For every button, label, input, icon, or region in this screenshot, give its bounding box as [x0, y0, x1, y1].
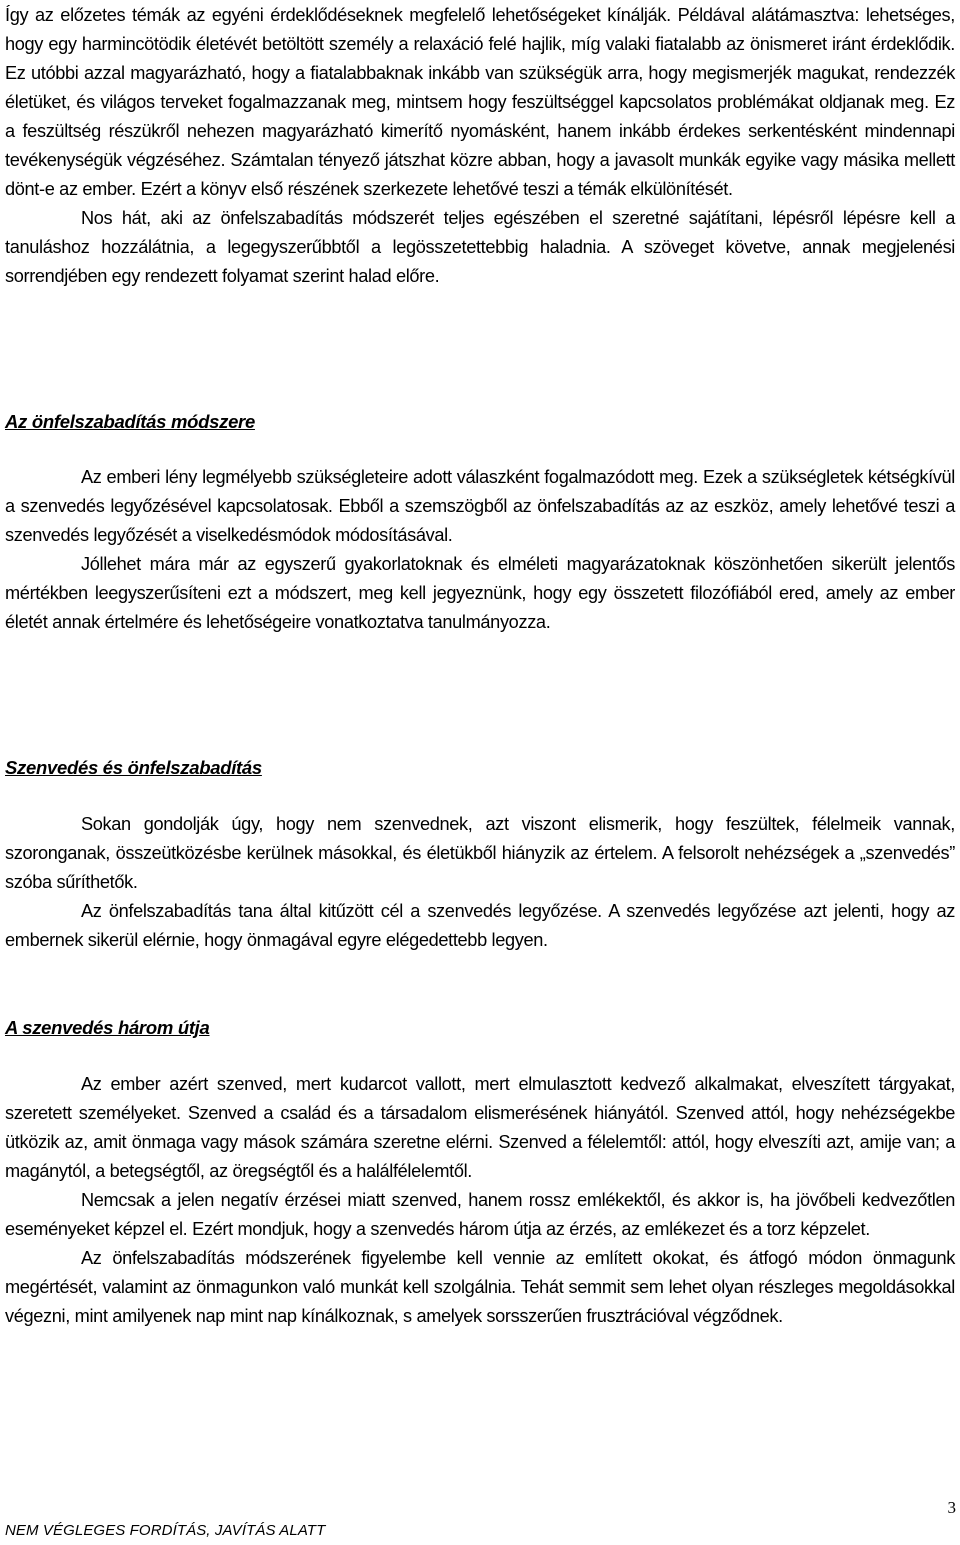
paragraph: Így az előzetes témák az egyéni érdeklődéseknek megfelelő lehetőségeket kínálják. Példával alátámasztva: lehetséges, hogy egy harmincötödik életévét betöltött személy a relaxáció felé hajlik, míg valaki fiatalabb az önismeret iránt érdeklődik. Ez utóbbi azzal magyarázható, hogy a fiatalabbaknak inkább van szükségük arra, hogy megismerjék magukat, rendezzék életüket, és világos terveket fogalmazzanak meg, mintsem hogy feszültséggel kapcsolatos problémákat oldjanak meg. Ez a feszültség részükről nehezen magyarázható kimerítő nyomásként, hanem inkább érdekes serkentésként mindennapi tevékenységük végzéséhez. Számtalan tényező játszhat közre abban, hogy a javasolt munkák egyike vagy másika mellett dönt-e az ember. Ezért a könyv első részének szerkezete lehetővé teszi a témák elkülönítését.	[5, 5, 955, 199]
paragraph: Nemcsak a jelen negatív érzései miatt szenved, hanem rossz emlékektől, és akkor is, ha jövőbeli kedvezőtlen eseményeket képzel el. Ezért mondjuk, hogy a szenvedés három útja az érzés, az emlékezet és a torz képzelet.	[5, 1190, 955, 1239]
intro-text	[5, 1, 955, 291]
paragraph: Az emberi lény legmélyebb szükségleteire adott válaszként fogalmazódott meg. Ezek a szükségletek kétségkívül a szenvedés legyőzésével kapcsolatosak. Ebből a szemszögből az önfelszabadítás az az eszköz, amely lehetővé teszi a szenvedés legyőzését a viselkedésmódok módosításával.	[5, 467, 955, 545]
paragraph: Az önfelszabadítás módszerének figyelembe kell vennie az említett okokat, és átfogó módon önmagunk megértését, valamint az önmagunkon való munkát kell szolgálnia. Tehát semmit sem lehet olyan részleges megoldásokkal végezni, mint amilyenek nap mint nap kínálkoznak, s amelyek sorsszerűen frusztrációval végződnek.	[5, 1248, 955, 1326]
page-number: 3	[947, 1498, 956, 1517]
section-body	[5, 810, 955, 955]
section-body	[5, 463, 955, 637]
section-heading: Szenvedés és önfelszabadítás	[5, 757, 262, 778]
paragraph: Az ember azért szenved, mert kudarcot vallott, mert elmulasztott kedvező alkalmakat, elveszített tárgyakat, szeretett személyeket. Szenved a család és a társadalom elismerésének hiányától. Szenved attól, hogy nehézségekbe ütközik az, amit önmaga vagy mások számára szeretne elérni. Szenved a félelemtől: attól, hogy elveszíti azt, amije van; a magánytól, a betegségtől, az öregségtől és a halálfélelemtől.	[5, 1074, 955, 1181]
section-heading: A szenvedés három útja	[5, 1017, 210, 1038]
paragraph: Jóllehet mára már az egyszerű gyakorlatoknak és elméleti magyarázatoknak köszönhetően sikerült jelentős mértékben leegyszerűsíteni ezt a módszert, meg kell jegyeznünk, hogy egy összetett filozófiából ered, amely az ember életét annak értelmére és lehetőségeire vonatkoztatva tanulmányozza.	[5, 554, 955, 632]
footer-note: NEM VÉGLEGES FORDÍTÁS, JAVÍTÁS ALATT	[5, 1522, 326, 1539]
paragraph: Nos hát, aki az önfelszabadítás módszerét teljes egészében el szeretné sajátítani, lépésről lépésre kell a tanuláshoz hozzálátnia, a legegyszerűbbtől a legösszetettebbig haladnia. A szöveget követve, annak megjelenési sorrendjében egy rendezett folyamat szerint halad előre.	[5, 208, 955, 286]
section-heading: Az önfelszabadítás módszere	[5, 411, 255, 432]
paragraph: Az önfelszabadítás tana által kitűzött cél a szenvedés legyőzése. A szenvedés legyőzése azt jelenti, hogy az embernek sikerül elérnie, hogy önmagával egyre elégedettebb legyen.	[5, 901, 955, 950]
section-body	[5, 1070, 955, 1331]
paragraph: Sokan gondolják úgy, hogy nem szenvednek, azt viszont elismerik, hogy feszültek, félelmeik vannak, szoronganak, összeütközésbe kerülnek másokkal, és életükből hiányzik az értelem. A felsorolt nehézségek a „szenvedés” szóba sűríthetők.	[5, 814, 955, 892]
